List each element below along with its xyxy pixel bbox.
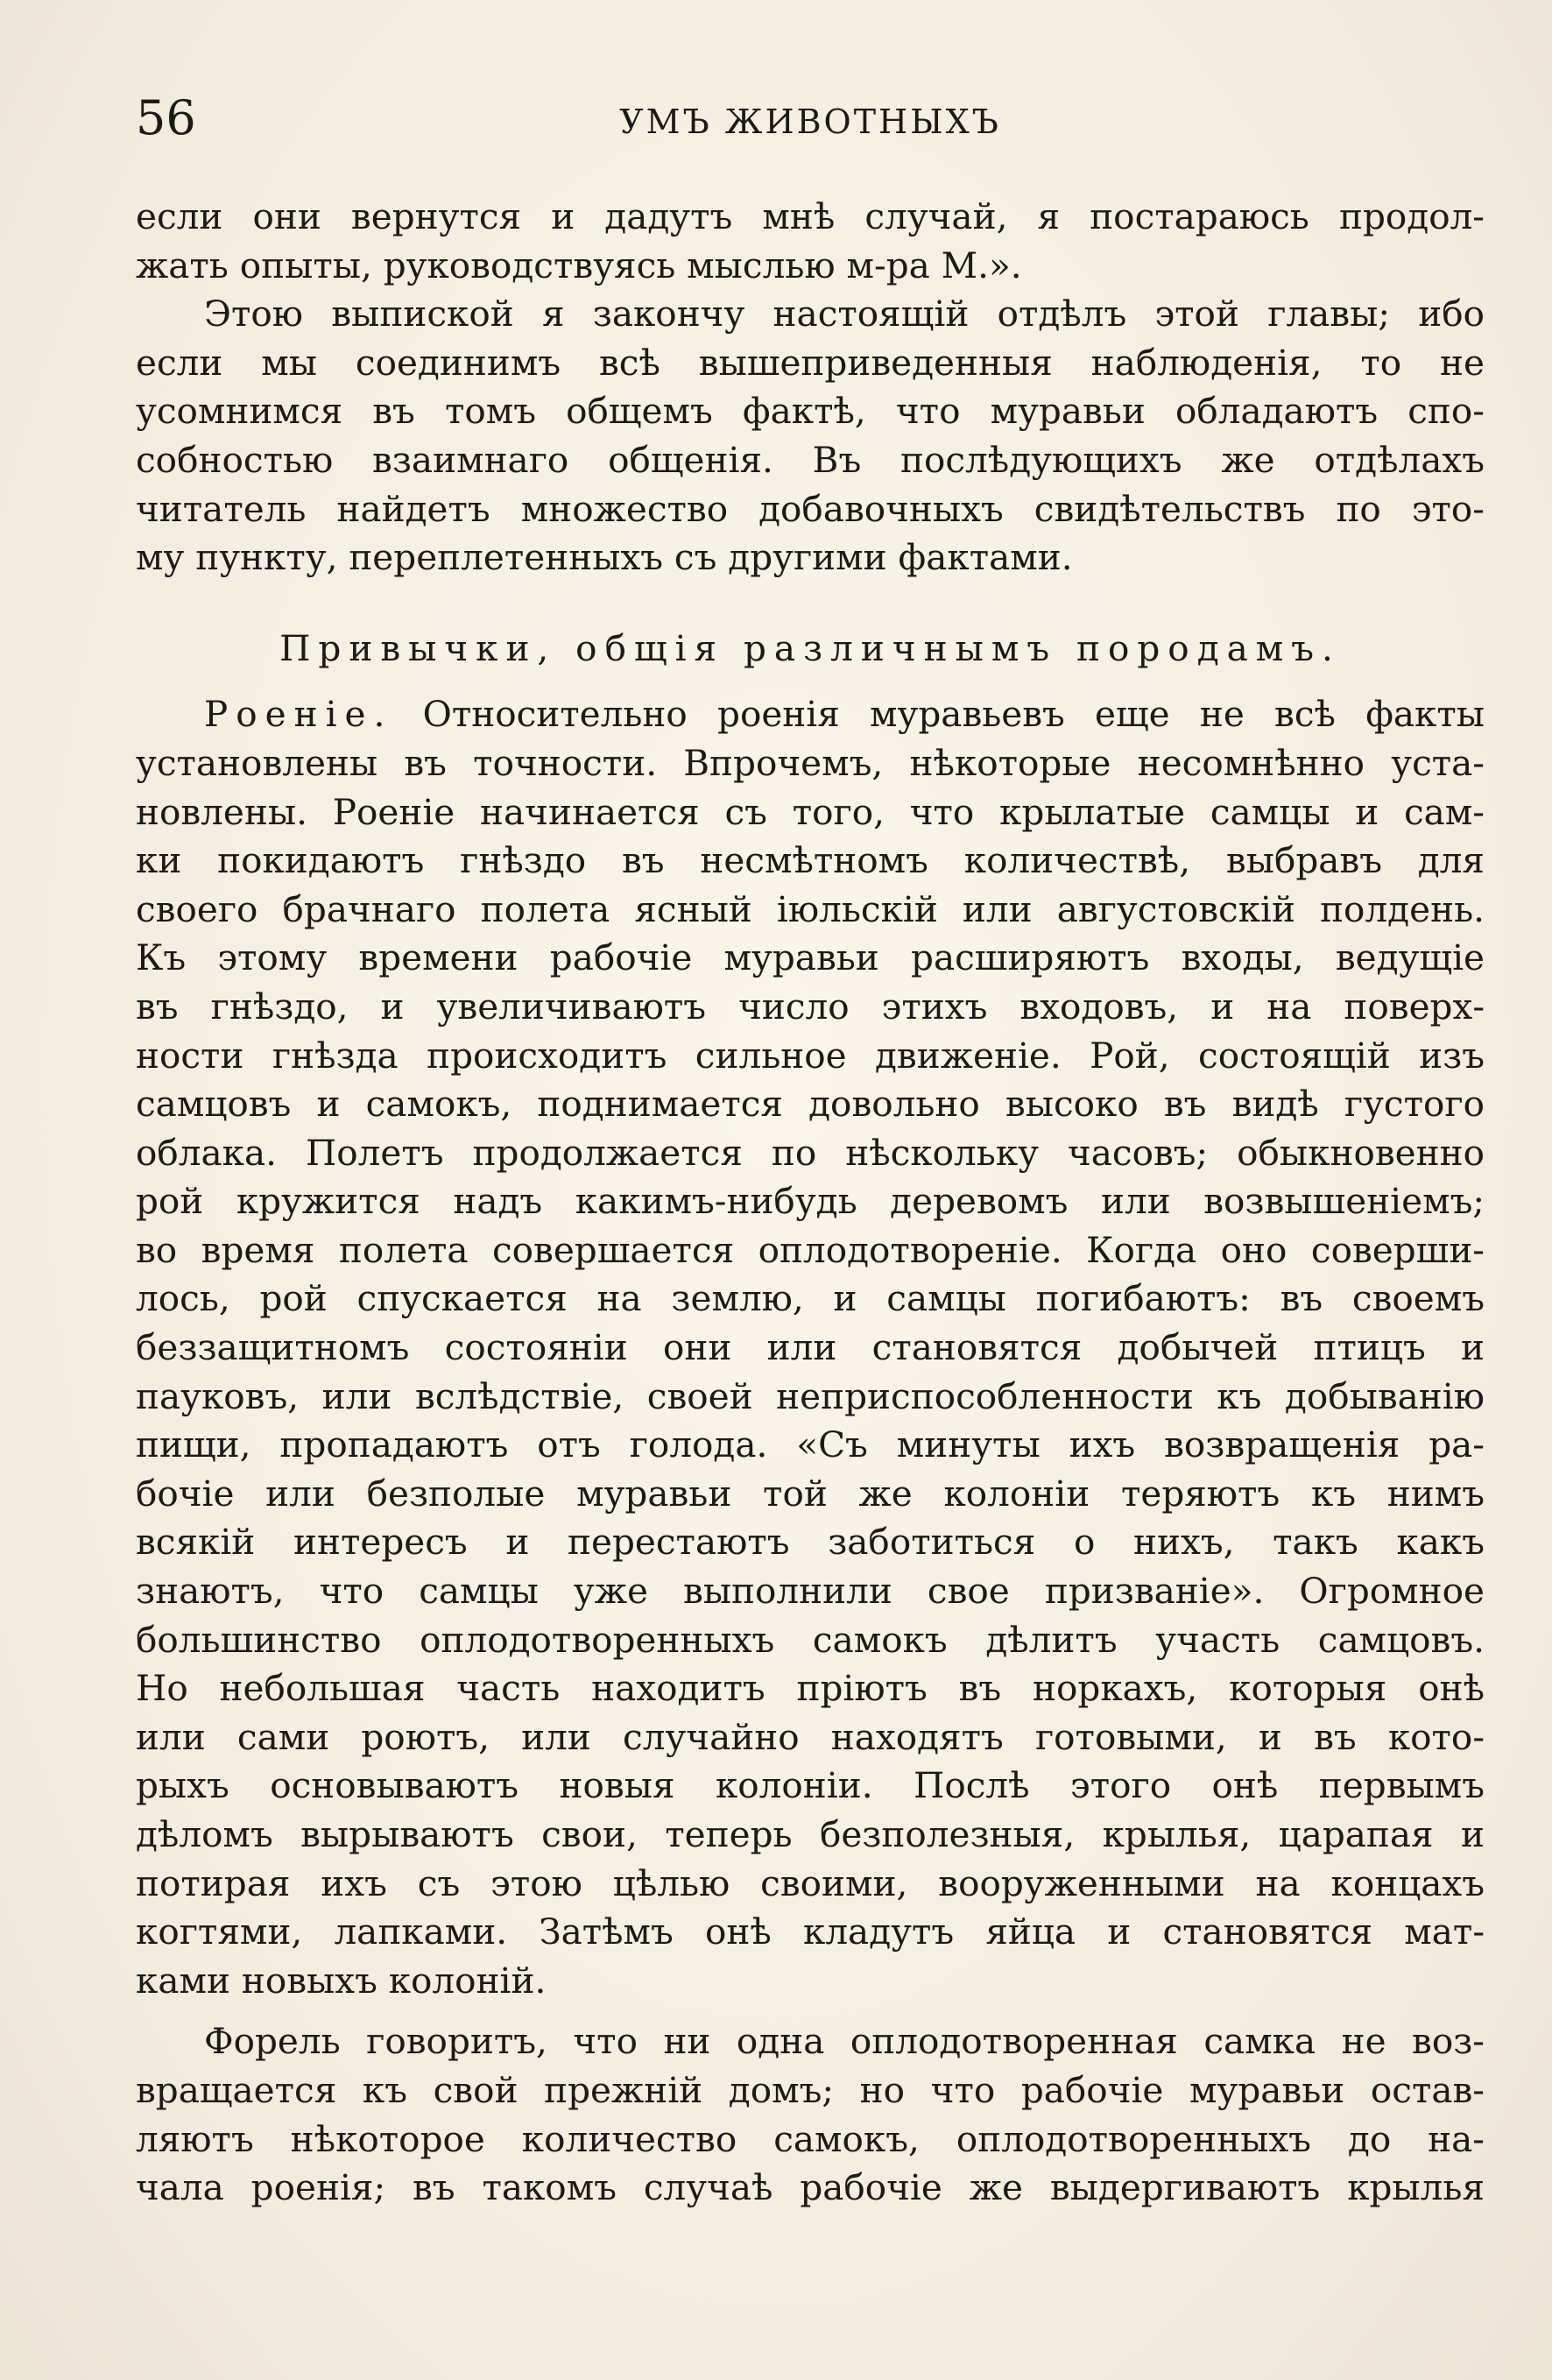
text-line: жать опыты, руководствуясь мыслью м-ра М.». bbox=[136, 244, 1022, 286]
paragraph-2 bbox=[136, 290, 1485, 583]
text-line: чала роенія; въ такомъ случаѣ рабочіе же выдергиваютъ крылья bbox=[136, 2166, 1485, 2209]
text-line: Этою выпиской я закончу настоящій отдѣлъ этой главы; ибо bbox=[204, 293, 1485, 335]
text-line: ляютъ нѣкоторое количество самокъ, оплодотворенныхъ до на- bbox=[136, 2117, 1485, 2160]
text-line: большинство оплодотворенныхъ самокъ дѣлитъ участь самцовъ. bbox=[136, 1618, 1485, 1661]
text-line: пищи, пропадаютъ отъ голода. «Съ минуты ихъ возвращенія ра- bbox=[136, 1423, 1485, 1466]
text-line: рой кружится надъ какимъ-нибудь деревомъ или возвышеніемъ; bbox=[136, 1180, 1485, 1223]
text-line: Къ этому времени рабочіе муравьи расширяютъ входы, ведущіе bbox=[136, 936, 1485, 979]
body-text bbox=[136, 193, 1485, 2213]
text-line: Но небольшая часть находитъ пріютъ въ норкахъ, которыя онѣ bbox=[136, 1667, 1485, 1710]
page-header bbox=[136, 88, 1485, 149]
text-line: усомнимся въ томъ общемъ фактѣ, что муравьи обладаютъ спо- bbox=[136, 390, 1485, 433]
text-line: когтями, лапками. Затѣмъ онѣ кладутъ яйца и становятся мат- bbox=[136, 1910, 1485, 1953]
text-line: читатель найдетъ множество добавочныхъ свидѣтельствъ по это- bbox=[136, 487, 1485, 530]
text-line: ками новыхъ колоній. bbox=[136, 1959, 547, 2002]
text-line: всякій интересъ и перестаютъ заботиться о нихъ, такъ какъ bbox=[136, 1521, 1485, 1564]
text-line bbox=[136, 690, 1485, 739]
first-line-rest: Относительно роенія муравьевъ еще не всѣ факты bbox=[392, 693, 1485, 736]
text-line: во время полета совершается оплодотвореніе. Когда оно соверши- bbox=[136, 1228, 1485, 1271]
paragraph-3 bbox=[136, 690, 1485, 2005]
paragraph-gap bbox=[136, 2005, 1485, 2017]
page-number: 56 bbox=[136, 90, 196, 145]
text-line: въ гнѣздо, и увеличиваютъ число этихъ входовъ, и на поверх- bbox=[136, 985, 1485, 1028]
text-line: новлены. Роеніе начинается съ того, что крылатые самцы и сам- bbox=[136, 790, 1485, 833]
text-line: потирая ихъ съ этою цѣлью своими, вооруженными на концахъ bbox=[136, 1861, 1485, 1904]
text-line: пауковъ, или вслѣдствіе, своей неприспособленности къ добыванію bbox=[136, 1374, 1485, 1417]
running-head: УМЪ ЖИВОТНЫХЪ bbox=[619, 102, 1001, 141]
text-line: вращается къ свой прежній домъ; но что рабочіе муравьи остав- bbox=[136, 2068, 1485, 2111]
text-line: если они вернутся и дадутъ мнѣ случай, я постараюсь продол- bbox=[136, 195, 1485, 237]
text-line: собностью взаимнаго общенія. Въ послѣдующихъ же отдѣлахъ bbox=[136, 438, 1485, 481]
paragraph-4 bbox=[136, 2017, 1485, 2212]
text-line: му пункту, переплетенныхъ съ другими фактами. bbox=[136, 536, 1073, 579]
text-line: самцовъ и самокъ, поднимается довольно высоко въ видѣ густого bbox=[136, 1083, 1485, 1126]
text-line: беззащитномъ состояніи они или становятся добычей птицъ и bbox=[136, 1326, 1485, 1369]
text-line: лось, рой спускается на землю, и самцы погибаютъ: въ своемъ bbox=[136, 1277, 1485, 1320]
text-line: своего брачнаго полета ясный іюльскій или августовскій полдень. bbox=[136, 887, 1485, 930]
text-line: если мы соединимъ всѣ вышеприведенныя наблюденія, то не bbox=[136, 341, 1485, 384]
text-line: установлены въ точности. Впрочемъ, нѣкоторые несомнѣнно уста- bbox=[136, 741, 1485, 784]
text-line: бочіе или безполые муравьи той же колоніи теряютъ къ нимъ bbox=[136, 1472, 1485, 1515]
text-line: облака. Полетъ продолжается по нѣскольку часовъ; обыкновенно bbox=[136, 1131, 1485, 1174]
text-line: ки покидаютъ гнѣздо въ несмѣтномъ количествѣ, выбравъ для bbox=[136, 839, 1485, 882]
text-line: знаютъ, что самцы уже выполнили свое призваніе». Огромное bbox=[136, 1570, 1485, 1613]
text-line: рыхъ основываютъ новыя колоніи. Послѣ этого онѣ первымъ bbox=[136, 1764, 1485, 1807]
section-heading: Привычки, общія различнымъ породамъ. bbox=[279, 626, 1341, 669]
text-line: дѣломъ вырываютъ свои, теперь безполезныя, крылья, царапая и bbox=[136, 1813, 1485, 1855]
lead-word: Роеніе. bbox=[204, 693, 393, 736]
text-line: или сами роютъ, или случайно находятъ готовыми, и въ кото- bbox=[136, 1715, 1485, 1758]
text-line: Форель говоритъ, что ни одна оплодотворенная самка не воз- bbox=[204, 2020, 1485, 2063]
text-line: ности гнѣзда происходитъ сильное движеніе. Рой, состоящій изъ bbox=[136, 1034, 1485, 1077]
paragraph-1 bbox=[136, 193, 1485, 290]
